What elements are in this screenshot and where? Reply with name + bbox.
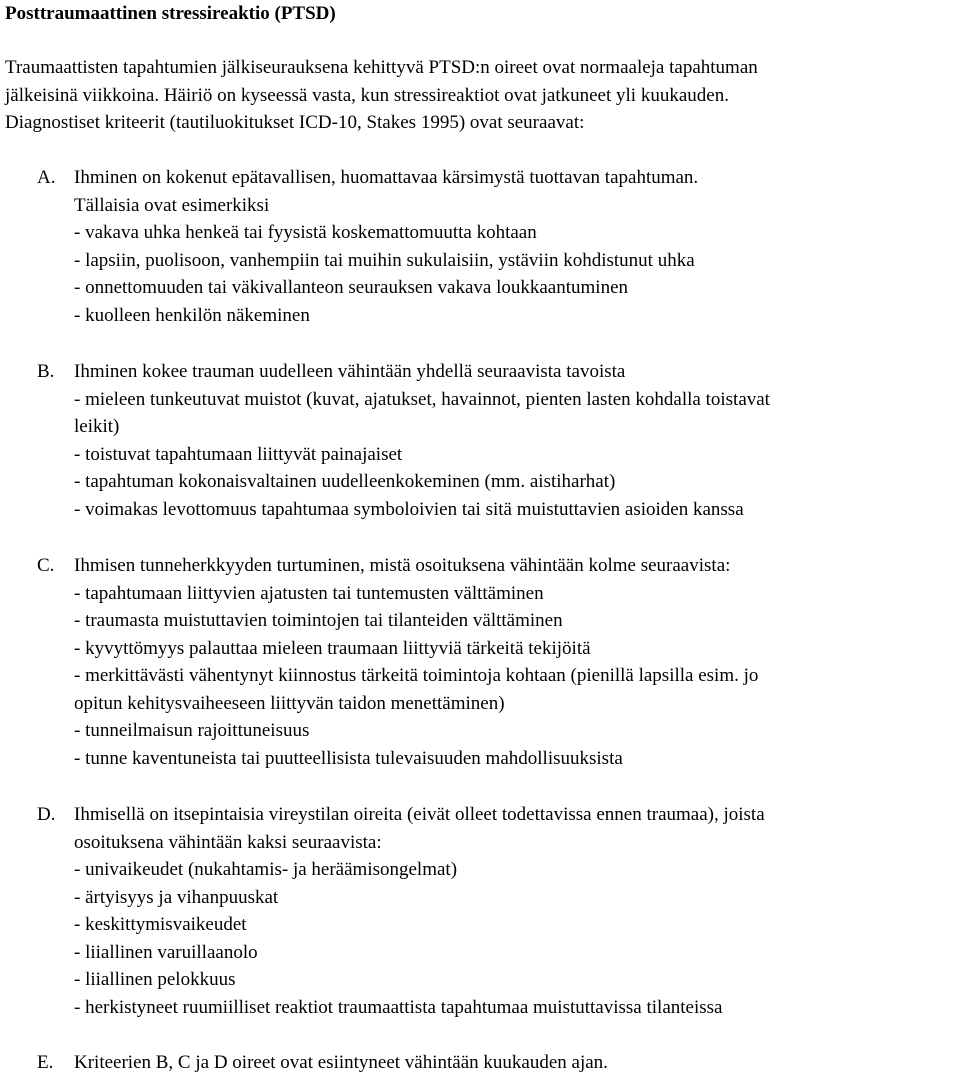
- criterion-line: Ihminen on kokenut epätavallisen, huomattavaa kärsimystä tuottavan tapahtuman.: [74, 167, 699, 188]
- criterion-line: Tällaisia ovat esimerkiksi: [74, 194, 270, 216]
- criterion-line: leikit): [74, 416, 120, 437]
- criterion-line: - tunneilmaisun rajoittuneisuus: [74, 720, 310, 741]
- criterion-line: - voimakas levottomuus tapahtumaa symboloivien tai sitä muistuttavien asioiden kanssa: [74, 498, 744, 520]
- page-title: Posttraumaattinen stressireaktio (PTSD): [5, 3, 336, 24]
- criterion-line: - mieleen tunkeutuvat muistot (kuvat, ajatukset, havainnot, pienten lasten kohdalla toistavat: [74, 388, 770, 410]
- criterion-c: [37, 552, 957, 772]
- criterion-line: - tunne kaventuneista tai puutteellisista tulevaisuuden mahdollisuuksista: [74, 747, 623, 769]
- criterion-line: - lapsiin, puolisoon, vanhempiin tai muihin sukulaisiin, ystäviin kohdistunut uhka: [74, 249, 695, 271]
- criterion-line: Ihmisellä on itsepintaisia vireystilan oireita (eivät olleet todettavissa ennen traumaa), joista: [74, 804, 765, 825]
- criterion-letter: B.: [37, 361, 55, 382]
- criterion-d: [37, 801, 957, 1021]
- criterion-line: - merkittävästi vähentynyt kiinnostus tärkeitä toimintoja kohtaan (pienillä lapsilla esim. jo: [74, 665, 759, 686]
- criterion-line: - kyvyttömyys palauttaa mieleen traumaan liittyviä tärkeitä tekijöitä: [74, 637, 591, 659]
- criterion-line: - toistuvat tapahtumaan liittyvät painajaiset: [74, 443, 403, 465]
- criterion-b: [37, 358, 957, 523]
- criterion-line: - liiallinen varuillaanolo: [74, 941, 258, 963]
- criterion-line: opitun kehitysvaiheeseen liittyvän taidon menettäminen): [74, 692, 505, 714]
- criterion-line: - liiallinen pelokkuus: [74, 969, 236, 990]
- criterion-letter: A.: [37, 167, 56, 188]
- criterion-line: osoituksena vähintään kaksi seuraavista:: [74, 831, 382, 853]
- criterion-line: - traumasta muistuttavien toimintojen tai tilanteiden välttäminen: [74, 610, 563, 631]
- criterion-line: - kuolleen henkilön näkeminen: [74, 304, 310, 326]
- criterion-letter: C.: [37, 555, 55, 576]
- criterion-line: - vakava uhka henkeä tai fyysistä koskemattomuutta kohtaan: [74, 222, 537, 243]
- criterion-line: - ärtyisyys ja vihanpuuskat: [74, 886, 279, 908]
- criterion-letter: E.: [37, 1052, 54, 1073]
- criterion-line: - keskittymisvaikeudet: [74, 914, 247, 935]
- intro-line: jälkeisinä viikkoina. Häiriö on kyseessä vasta, kun stressireaktiot ovat jatkuneet yli kuukauden.: [5, 84, 729, 106]
- criterion-letter: D.: [37, 804, 56, 825]
- intro-paragraph: [5, 54, 955, 137]
- criterion-line: - onnettomuuden tai väkivallanteon seurauksen vakava loukkaantuminen: [74, 277, 628, 298]
- criterion-line: - tapahtuman kokonaisvaltainen uudelleenkokeminen (mm. aistiharhat): [74, 471, 616, 492]
- criterion-line: - herkistyneet ruumiilliset reaktiot traumaattista tapahtumaa muistuttavissa tilanteissa: [74, 996, 723, 1018]
- criterion-line: Ihminen kokee trauman uudelleen vähintään yhdellä seuraavista tavoista: [74, 361, 626, 382]
- intro-line: Diagnostiset kriteerit (tautiluokitukset ICD-10, Stakes 1995) ovat seuraavat:: [5, 112, 585, 133]
- criterion-line: Ihmisen tunneherkkyyden turtuminen, mistä osoituksena vähintään kolme seuraavista:: [74, 555, 731, 576]
- criterion-a: [37, 164, 957, 329]
- criterion-line: - tapahtumaan liittyvien ajatusten tai tuntemusten välttäminen: [74, 582, 544, 604]
- criterion-e: [37, 1049, 957, 1077]
- criterion-line: Kriteerien B, C ja D oireet ovat esiintyneet vähintään kuukauden ajan.: [74, 1052, 608, 1073]
- criterion-line: - univaikeudet (nukahtamis- ja heräämisongelmat): [74, 859, 458, 880]
- intro-line: Traumaattisten tapahtumien jälkiseurauksena kehittyvä PTSD:n oireet ovat normaaleja tapahtuman: [5, 57, 758, 78]
